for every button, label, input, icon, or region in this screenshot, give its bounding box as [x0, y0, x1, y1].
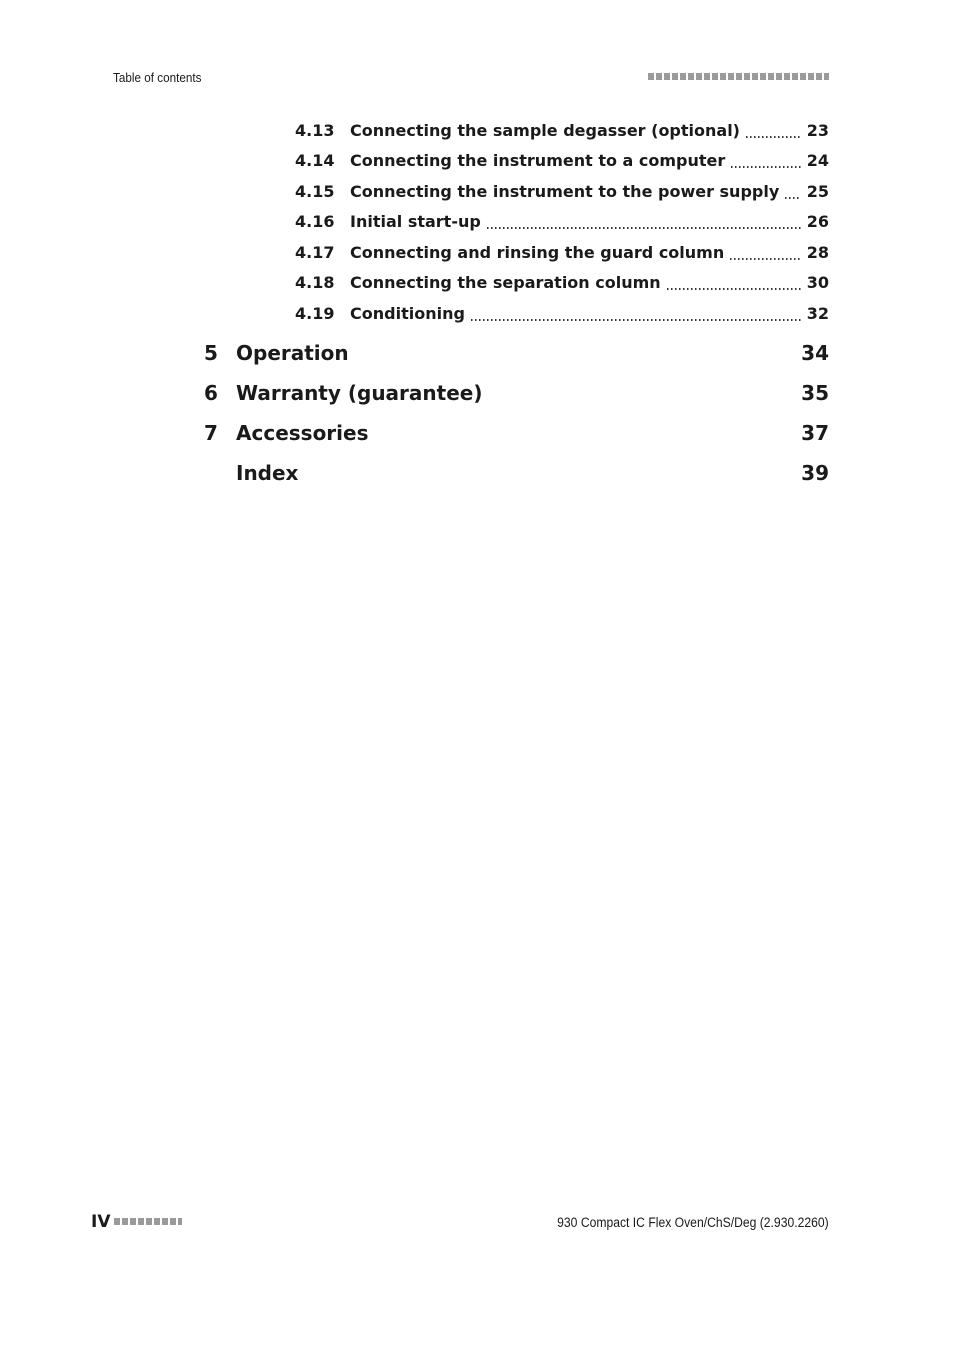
toc-entry-title: Initial start-up: [350, 212, 481, 231]
toc-dot-leader: [746, 136, 801, 138]
toc-dot-leader: [730, 258, 801, 260]
toc-entry[interactable]: [295, 182, 829, 204]
toc-chapter-title: Operation: [236, 341, 349, 365]
toc-entry[interactable]: [295, 304, 829, 326]
toc-dot-leader: [731, 166, 800, 168]
toc-chapter[interactable]: [204, 381, 829, 409]
toc-entry-title: Connecting and rinsing the guard column: [350, 243, 725, 262]
toc-dot-leader: [667, 288, 801, 290]
toc-chapter-page: 37: [801, 421, 829, 445]
footer-page-number: IV: [91, 1212, 111, 1232]
toc-chapter[interactable]: [204, 341, 829, 369]
toc-entry-number: 4.17: [295, 243, 335, 262]
toc-entry-number: 4.16: [295, 212, 335, 231]
footer-decoration: [114, 1218, 182, 1225]
toc-chapter-title: Index: [236, 461, 299, 485]
toc-entry[interactable]: [295, 212, 829, 234]
toc-entry-number: 4.15: [295, 182, 335, 201]
toc-entry-title: Connecting the sample degasser (optional): [350, 121, 740, 140]
toc-entry-page: 26: [806, 212, 829, 231]
toc-chapter-title: Warranty (guarantee): [236, 381, 483, 405]
toc-chapter[interactable]: [204, 461, 829, 489]
toc-chapter-number: 7: [204, 421, 218, 445]
toc-chapter-page: 34: [801, 341, 829, 365]
toc-dot-leader: [785, 197, 800, 199]
toc-chapter-number: 6: [204, 381, 218, 405]
header-title: Table of contents: [113, 70, 202, 85]
toc-entry-number: 4.14: [295, 151, 335, 170]
toc-entry[interactable]: [295, 243, 829, 265]
toc-chapter-title: Accessories: [236, 421, 369, 445]
toc-entry-page: 32: [806, 304, 829, 323]
toc-entry-page: 24: [806, 151, 829, 170]
toc-chapter-number: 5: [204, 341, 218, 365]
header-decoration: [648, 73, 829, 80]
toc-entry-page: 28: [806, 243, 829, 262]
toc-entry-page: 30: [806, 273, 829, 292]
toc-dot-leader: [487, 227, 801, 229]
toc-entry-number: 4.19: [295, 304, 335, 323]
toc-entry-title: Connecting the instrument to a computer: [350, 151, 726, 170]
toc-entry-page: 23: [806, 121, 829, 140]
toc-entry-number: 4.13: [295, 121, 335, 140]
toc-chapter[interactable]: [204, 421, 829, 449]
toc-entry[interactable]: [295, 273, 829, 295]
toc-entry-page: 25: [806, 182, 829, 201]
toc-entry-number: 4.18: [295, 273, 335, 292]
toc-dot-leader: [471, 319, 801, 321]
toc-chapter-page: 35: [801, 381, 829, 405]
toc-entry-title: Conditioning: [350, 304, 465, 323]
toc-entry[interactable]: [295, 151, 829, 173]
toc-entry-title: Connecting the separation column: [350, 273, 661, 292]
toc-entry-title: Connecting the instrument to the power supply: [350, 182, 780, 201]
toc-entry[interactable]: [295, 121, 829, 143]
footer-document-title: 930 Compact IC Flex Oven/ChS/Deg (2.930.2260): [557, 1215, 829, 1230]
toc-chapter-page: 39: [801, 461, 829, 485]
